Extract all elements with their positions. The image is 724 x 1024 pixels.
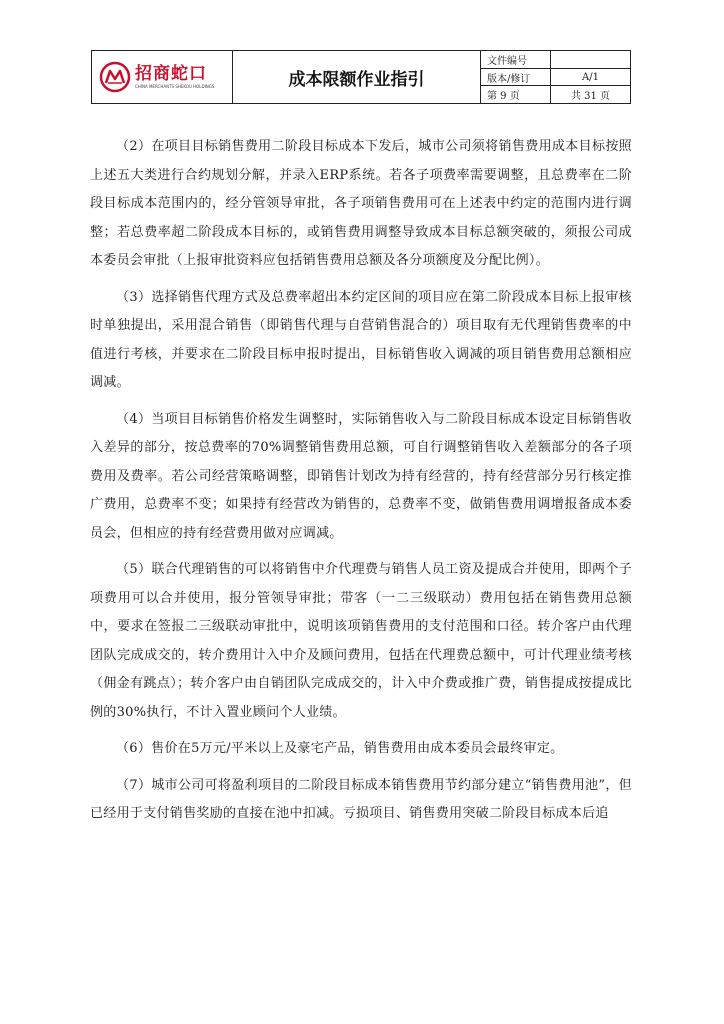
logo-english-name: CHINA MERCHANTS SHEKOU HOLDINGS bbox=[135, 84, 215, 89]
document-header bbox=[91, 50, 631, 104]
paragraph-5: （5）联合代理销售的可以将销售中介代理费与销售人员工资及提成合并使用，即两个子项费用可以合并使用，报分管领导审批；带客（一二三级联动）费用包括在销售费用总额中，要求在签报二三级联动审批中，说明该项销售费用的支付范围和口径。转介客户由代理团队完成成交的，转介费用计入中介及顾问费用，包括在代理费总额中，可计代理业绩考核（佣金有跳点）；转介客户由自销团队完成成交的，计入中介费或推广费，销售提成按提成比例的30%执行，不计入置业顾问个人业绩。 bbox=[90, 562, 632, 720]
meta-label: 文件编号 bbox=[481, 51, 551, 68]
meta-row-version bbox=[481, 69, 630, 87]
paragraph-2: （2）在项目目标销售费用二阶段目标成本下发后，城市公司须将销售费用成本目标按照上述五大类进行合约规划分解，并录入ERP系统。若各子项费率需要调整，且总费率在二阶段目标成本范围内的，经分管领导审批，各子项销售费用可在上述表中约定的范围内进行调整；若总费率超二阶段成本目标的，或销售费用调整导致成本目标总额突破的，须报公司成本委员会审批（上报审批资料应包括销售费用总额及各分项额度及分配比例）。 bbox=[90, 139, 632, 268]
logo-text bbox=[135, 64, 214, 90]
meta-label: 版本/修订 bbox=[481, 69, 551, 86]
meta-value: 共 31 页 bbox=[570, 91, 611, 103]
meta-row-file-number bbox=[481, 51, 630, 69]
paragraph-7: （7）城市公司可将盈利项目的二阶段目标成本销售费用节约部分建立“销售费用池”，但已经用于支付销售奖励的直接在池中扣减。亏损项目、销售费用突破二阶段目标成本后追 bbox=[90, 777, 632, 821]
meta-value: A/1 bbox=[582, 71, 599, 83]
meta-value bbox=[551, 51, 630, 68]
meta-row-page bbox=[481, 86, 630, 103]
meta-label: 第 9 页 bbox=[481, 86, 551, 103]
paragraph-3: （3）选择销售代理方式及总费率超出本约定区间的项目应在第二阶段成本目标上报审核时单独提出，采用混合销售（即销售代理与自营销售混合的）项目取有无代理销售费率的中值进行考核，并要求在二阶段目标申报时提出，目标销售收入调减的项目销售费用总额相应调减。 bbox=[90, 289, 632, 390]
document-title: 成本限额作业指引 bbox=[233, 51, 481, 103]
document-meta-table bbox=[481, 51, 630, 103]
logo-chinese-name: 招商蛇口 bbox=[135, 64, 207, 84]
company-logo-icon bbox=[99, 61, 131, 93]
paragraph-4: （4）当项目目标销售价格发生调整时，实际销售收入与二阶段目标成本设定目标销售收入差异的部分，按总费率的70%调整销售费用总额，可自行调整销售收入差额部分的各子项费用及费率。若公司经营策略调整，即销售计划改为持有经营的，持有经营部分另行核定推广费用，总费率不变；如果持有经营改为销售的，总费率不变，做销售费用调增报备成本委员会，但相应的持有经营费用做对应调减。 bbox=[90, 411, 632, 541]
paragraph-6: （6）售价在5万元/平米以上及豪宅产品，销售费用由成本委员会最终审定。 bbox=[116, 741, 564, 756]
logo-cell bbox=[92, 51, 233, 103]
document-body bbox=[90, 133, 632, 837]
